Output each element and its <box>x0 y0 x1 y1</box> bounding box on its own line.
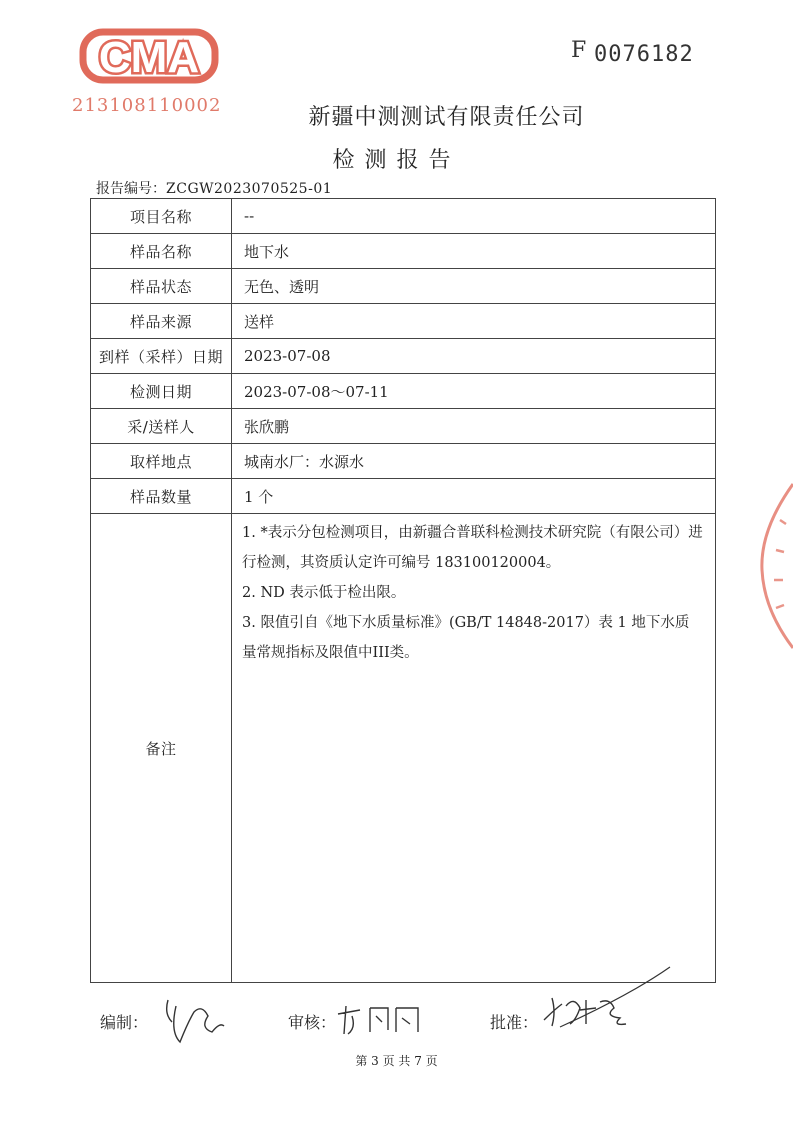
remarks-label: 备注 <box>91 514 232 983</box>
remark-line: 3. 限值引自《地下水质量标准》(GB/T 14848-2017）表 1 地下水质量常规指标及限值中III类。 <box>242 615 690 661</box>
remarks-row <box>91 514 716 983</box>
row-label: 样品名称 <box>91 234 232 269</box>
compiled-by-signature <box>150 992 230 1048</box>
serial-prefix: F <box>571 38 587 63</box>
table-row <box>91 444 716 479</box>
seal-stamp-edge <box>752 480 793 650</box>
row-value: 地下水 <box>232 234 716 269</box>
report-number-label: 报告编号： <box>96 181 166 197</box>
compiled-by-label: 编制： <box>100 1013 149 1032</box>
row-label: 到样（采样）日期 <box>91 339 232 374</box>
row-label: 样品状态 <box>91 269 232 304</box>
report-number-value: ZCGW2023070525-01 <box>166 181 333 197</box>
cma-logo <box>78 24 220 88</box>
reviewed-by-label: 审核： <box>288 1013 337 1032</box>
row-label: 样品数量 <box>91 479 232 514</box>
row-value: 张欣鹏 <box>232 409 716 444</box>
report-number-line <box>96 178 332 198</box>
row-value: 城南水厂：水源水 <box>232 444 716 479</box>
table-row <box>91 409 716 444</box>
row-value: 1 个 <box>232 479 716 514</box>
cma-logo-text: CMA <box>98 33 200 82</box>
row-value: 送样 <box>232 304 716 339</box>
remarks-content <box>232 514 716 983</box>
row-value: 2023-07-08 <box>232 339 716 374</box>
table-row <box>91 374 716 409</box>
table-row <box>91 339 716 374</box>
table-row <box>91 304 716 339</box>
row-value: -- <box>232 199 716 234</box>
row-value: 2023-07-08～07-11 <box>232 374 716 409</box>
approved-by-signature <box>540 990 630 1034</box>
approved-by-label: 批准： <box>490 1013 539 1032</box>
remark-line: 2. ND 表示低于检出限。 <box>242 585 406 601</box>
company-name: 新疆中测测试有限责任公司 <box>308 105 585 130</box>
table-row <box>91 234 716 269</box>
row-label: 样品来源 <box>91 304 232 339</box>
table-row <box>91 199 716 234</box>
table-row <box>91 269 716 304</box>
remark-line: 1. *表示分包检测项目，由新疆合普联科检测技术研究院（有限公司）进行检测，其资质认定许可编号 183100120004。 <box>242 525 703 571</box>
cma-certificate-number: 213108110002 <box>72 95 222 116</box>
report-info-table <box>90 198 716 983</box>
report-title: 检测报告 <box>332 148 461 173</box>
table-row <box>91 479 716 514</box>
row-label: 采/送样人 <box>91 409 232 444</box>
row-value: 无色、透明 <box>232 269 716 304</box>
row-label: 检测日期 <box>91 374 232 409</box>
row-label: 取样地点 <box>91 444 232 479</box>
reviewed-by-signature <box>334 1000 426 1040</box>
serial-number: 0076182 <box>594 42 694 67</box>
row-label: 项目名称 <box>91 199 232 234</box>
page-indicator: 第 3 页 共 7 页 <box>355 1054 438 1068</box>
